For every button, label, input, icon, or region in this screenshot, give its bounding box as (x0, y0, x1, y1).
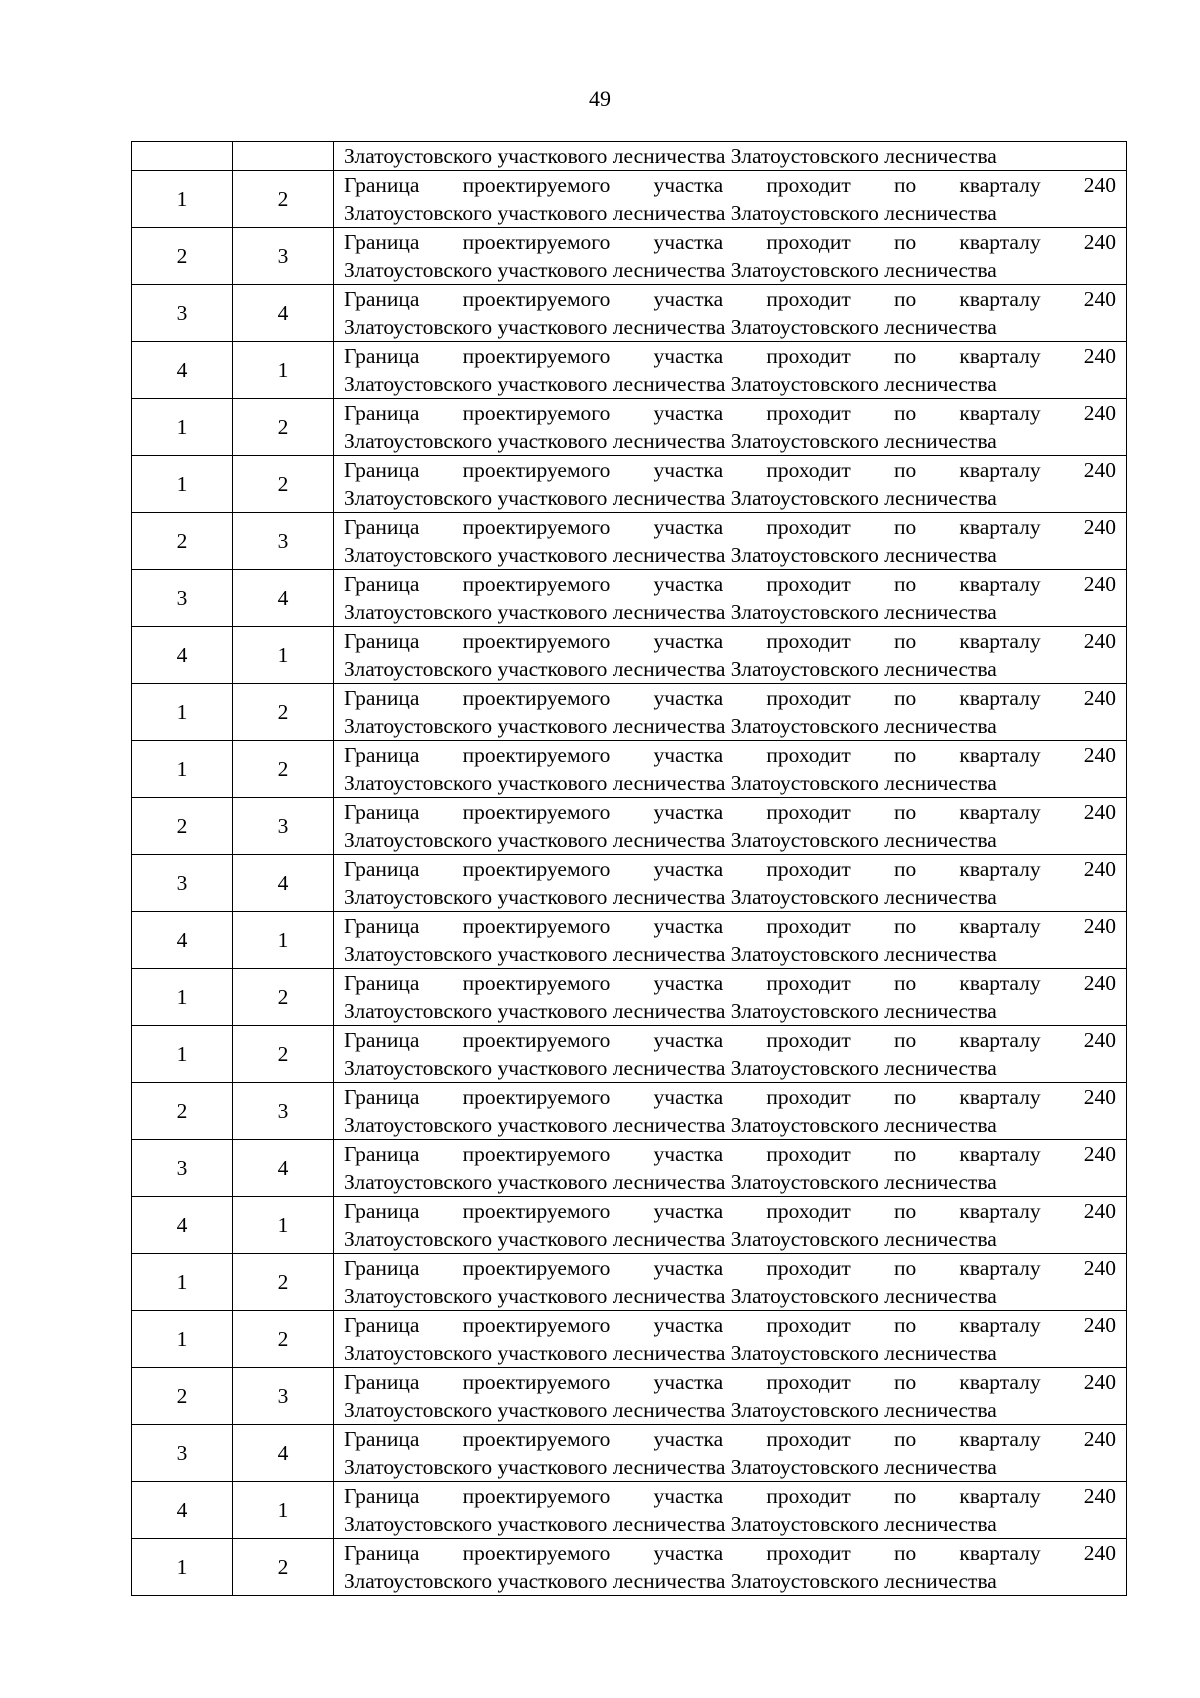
point-from-cell: 1 (132, 1539, 233, 1596)
description-cell (334, 228, 1127, 285)
point-from-cell: 4 (132, 627, 233, 684)
table-row (132, 228, 1127, 285)
description-line-1: Граница проектируемого участка проходит по кварталу 240 (344, 1484, 1116, 1508)
table-row (132, 1026, 1127, 1083)
description-line-1: Граница проектируемого участка проходит по кварталу 240 (344, 1085, 1116, 1109)
point-to-cell: 1 (233, 627, 334, 684)
description-cell (334, 171, 1127, 228)
point-to-cell: 3 (233, 513, 334, 570)
point-from-cell: 3 (132, 285, 233, 342)
description-line-2: Златоустовского участкового лесничества Златоустовского лесничества (344, 315, 997, 339)
point-to-cell: 2 (233, 171, 334, 228)
table-row (132, 456, 1127, 513)
description-cell (334, 456, 1127, 513)
description-cell (334, 1311, 1127, 1368)
table-row (132, 741, 1127, 798)
point-from-cell: 4 (132, 912, 233, 969)
description-cell (334, 1539, 1127, 1596)
point-from-cell: 4 (132, 1197, 233, 1254)
point-from-cell: 4 (132, 342, 233, 399)
point-from-cell: 1 (132, 399, 233, 456)
description-line-2: Златоустовского участкового лесничества Златоустовского лесничества (344, 258, 997, 282)
table-row (132, 570, 1127, 627)
description-cell (334, 912, 1127, 969)
point-to-cell: 1 (233, 912, 334, 969)
point-to-cell: 4 (233, 855, 334, 912)
description-cell (334, 855, 1127, 912)
cell-description: Златоустовского участкового лесничества Златоустовского лесничества (334, 142, 1127, 171)
description-cell (334, 1482, 1127, 1539)
description-line-2: Златоустовского участкового лесничества Златоустовского лесничества (344, 543, 997, 567)
description-line-1: Граница проектируемого участка проходит по кварталу 240 (344, 971, 1116, 995)
point-to-cell: 2 (233, 1254, 334, 1311)
description-cell (334, 399, 1127, 456)
table-row (132, 285, 1127, 342)
description-line-1: Граница проектируемого участка проходит по кварталу 240 (344, 743, 1116, 767)
point-from-cell: 3 (132, 855, 233, 912)
description-line-1: Граница проектируемого участка проходит по кварталу 240 (344, 1370, 1116, 1394)
description-line-2: Златоустовского участкового лесничества Златоустовского лесничества (344, 1170, 997, 1194)
table-row (132, 855, 1127, 912)
table-row (132, 513, 1127, 570)
point-to-cell: 2 (233, 1311, 334, 1368)
point-from-cell: 1 (132, 456, 233, 513)
description-line-1: Граница проектируемого участка проходит по кварталу 240 (344, 515, 1116, 539)
point-from-cell: 1 (132, 684, 233, 741)
table-row (132, 627, 1127, 684)
table-body (132, 142, 1127, 1596)
description-line-1: Граница проектируемого участка проходит по кварталу 240 (344, 629, 1116, 653)
description-line-2: Златоустовского участкового лесничества Златоустовского лесничества (344, 1398, 997, 1422)
description-line-2: Златоустовского участкового лесничества Златоустовского лесничества (344, 828, 997, 852)
point-from-cell: 1 (132, 1311, 233, 1368)
table-row (132, 171, 1127, 228)
description-line-1: Граница проектируемого участка проходит по кварталу 240 (344, 458, 1116, 482)
description-cell (334, 627, 1127, 684)
table-row (132, 1083, 1127, 1140)
description-line-2: Златоустовского участкового лесничества Златоустовского лесничества (344, 771, 997, 795)
description-line-2: Златоустовского участкового лесничества Златоустовского лесничества (344, 372, 997, 396)
point-from-cell: 2 (132, 1083, 233, 1140)
description-cell (334, 1425, 1127, 1482)
description-cell (334, 570, 1127, 627)
point-to-cell: 1 (233, 1482, 334, 1539)
description-line-1: Граница проектируемого участка проходит по кварталу 240 (344, 857, 1116, 881)
boundary-table (131, 141, 1127, 1596)
description-line-1: Граница проектируемого участка проходит по кварталу 240 (344, 1541, 1116, 1565)
point-to-cell: 3 (233, 798, 334, 855)
description-line-1: Граница проектируемого участка проходит по кварталу 240 (344, 401, 1116, 425)
description-line-2: Златоустовского участкового лесничества Златоустовского лесничества (344, 885, 997, 909)
description-line-1: Граница проектируемого участка проходит по кварталу 240 (344, 1256, 1116, 1280)
point-to-cell: 2 (233, 1026, 334, 1083)
description-cell (334, 513, 1127, 570)
point-to-cell: 2 (233, 684, 334, 741)
description-line-2: Златоустовского участкового лесничества Златоустовского лесничества (344, 942, 997, 966)
description-line-1: Граница проектируемого участка проходит по кварталу 240 (344, 572, 1116, 596)
description-line-2: Златоустовского участкового лесничества Златоустовского лесничества (344, 600, 997, 624)
point-to-cell: 2 (233, 399, 334, 456)
table-row (132, 684, 1127, 741)
description-cell (334, 1197, 1127, 1254)
table-row (132, 1254, 1127, 1311)
point-from-cell: 1 (132, 1026, 233, 1083)
description-cell (334, 1083, 1127, 1140)
table-row (132, 969, 1127, 1026)
point-to-cell: 1 (233, 1197, 334, 1254)
point-to-cell: 4 (233, 570, 334, 627)
description-line-2: Златоустовского участкового лесничества Златоустовского лесничества (344, 1512, 997, 1536)
description-line-2: Златоустовского участкового лесничества Златоустовского лесничества (344, 429, 997, 453)
description-cell (334, 684, 1127, 741)
description-line-1: Граница проектируемого участка проходит по кварталу 240 (344, 686, 1116, 710)
description-line-2: Златоустовского участкового лесничества Златоустовского лесничества (344, 486, 997, 510)
table-row (132, 342, 1127, 399)
point-from-cell: 1 (132, 741, 233, 798)
description-cell (334, 798, 1127, 855)
description-line-1: Граница проектируемого участка проходит по кварталу 240 (344, 1028, 1116, 1052)
description-cell (334, 1026, 1127, 1083)
description-line-2: Златоустовского участкового лесничества Златоустовского лесничества (344, 1227, 997, 1251)
point-from-cell: 3 (132, 1425, 233, 1482)
description-line-1: Граница проектируемого участка проходит по кварталу 240 (344, 1199, 1116, 1223)
description-cell (334, 969, 1127, 1026)
table-row (132, 399, 1127, 456)
point-to-cell: 2 (233, 741, 334, 798)
point-from-cell: 1 (132, 969, 233, 1026)
point-from-cell: 2 (132, 228, 233, 285)
point-to-cell: 2 (233, 969, 334, 1026)
description-line-2: Златоустовского участкового лесничества Златоустовского лесничества (344, 714, 997, 738)
point-from-cell: 3 (132, 570, 233, 627)
cell-from-empty (132, 142, 233, 171)
cell-to-empty (233, 142, 334, 171)
description-line-1: Граница проектируемого участка проходит по кварталу 240 (344, 344, 1116, 368)
point-to-cell: 4 (233, 1425, 334, 1482)
point-from-cell: 3 (132, 1140, 233, 1197)
point-to-cell: 2 (233, 1539, 334, 1596)
description-cell (334, 741, 1127, 798)
point-to-cell: 4 (233, 1140, 334, 1197)
description-line-1: Граница проектируемого участка проходит по кварталу 240 (344, 800, 1116, 824)
point-from-cell: 1 (132, 171, 233, 228)
description-line-1: Граница проектируемого участка проходит по кварталу 240 (344, 173, 1116, 197)
description-line-2: Златоустовского участкового лесничества Златоустовского лесничества (344, 999, 997, 1023)
point-to-cell: 1 (233, 342, 334, 399)
description-line-2: Златоустовского участкового лесничества Златоустовского лесничества (344, 201, 997, 225)
point-from-cell: 2 (132, 1368, 233, 1425)
point-to-cell: 2 (233, 456, 334, 513)
description-line-1: Граница проектируемого участка проходит по кварталу 240 (344, 287, 1116, 311)
point-to-cell: 3 (233, 1083, 334, 1140)
point-from-cell: 2 (132, 513, 233, 570)
table-row (132, 1482, 1127, 1539)
table-row (132, 798, 1127, 855)
description-line-1: Граница проектируемого участка проходит по кварталу 240 (344, 914, 1116, 938)
continuation-row (132, 142, 1127, 171)
table-row (132, 1140, 1127, 1197)
table-row (132, 1425, 1127, 1482)
description-line-1: Граница проектируемого участка проходит по кварталу 240 (344, 1142, 1116, 1166)
point-to-cell: 4 (233, 285, 334, 342)
point-from-cell: 1 (132, 1254, 233, 1311)
description-cell (334, 285, 1127, 342)
table-row (132, 1539, 1127, 1596)
description-line-1: Граница проектируемого участка проходит по кварталу 240 (344, 230, 1116, 254)
description-cell (334, 1140, 1127, 1197)
table-row (132, 912, 1127, 969)
point-to-cell: 3 (233, 1368, 334, 1425)
description-cell (334, 342, 1127, 399)
page-number: 49 (589, 86, 611, 111)
description-line-2: Златоустовского участкового лесничества Златоустовского лесничества (344, 1113, 997, 1137)
description-line-2: Златоустовского участкового лесничества Златоустовского лесничества (344, 1341, 997, 1365)
point-to-cell: 3 (233, 228, 334, 285)
table-row (132, 1197, 1127, 1254)
description-line-2: Златоустовского участкового лесничества Златоустовского лесничества (344, 1284, 997, 1308)
table-row (132, 1311, 1127, 1368)
description-cell (334, 1368, 1127, 1425)
description-line-2: Златоустовского участкового лесничества Златоустовского лесничества (344, 1056, 997, 1080)
description-cell (334, 1254, 1127, 1311)
point-from-cell: 2 (132, 798, 233, 855)
description-line-2: Златоустовского участкового лесничества Златоустовского лесничества (344, 1455, 997, 1479)
table-row (132, 1368, 1127, 1425)
point-from-cell: 4 (132, 1482, 233, 1539)
description-line-1: Граница проектируемого участка проходит по кварталу 240 (344, 1427, 1116, 1451)
description-line-1: Граница проектируемого участка проходит по кварталу 240 (344, 1313, 1116, 1337)
description-line-2: Златоустовского участкового лесничества Златоустовского лесничества (344, 1569, 997, 1593)
description-line-2: Златоустовского участкового лесничества Златоустовского лесничества (344, 657, 997, 681)
